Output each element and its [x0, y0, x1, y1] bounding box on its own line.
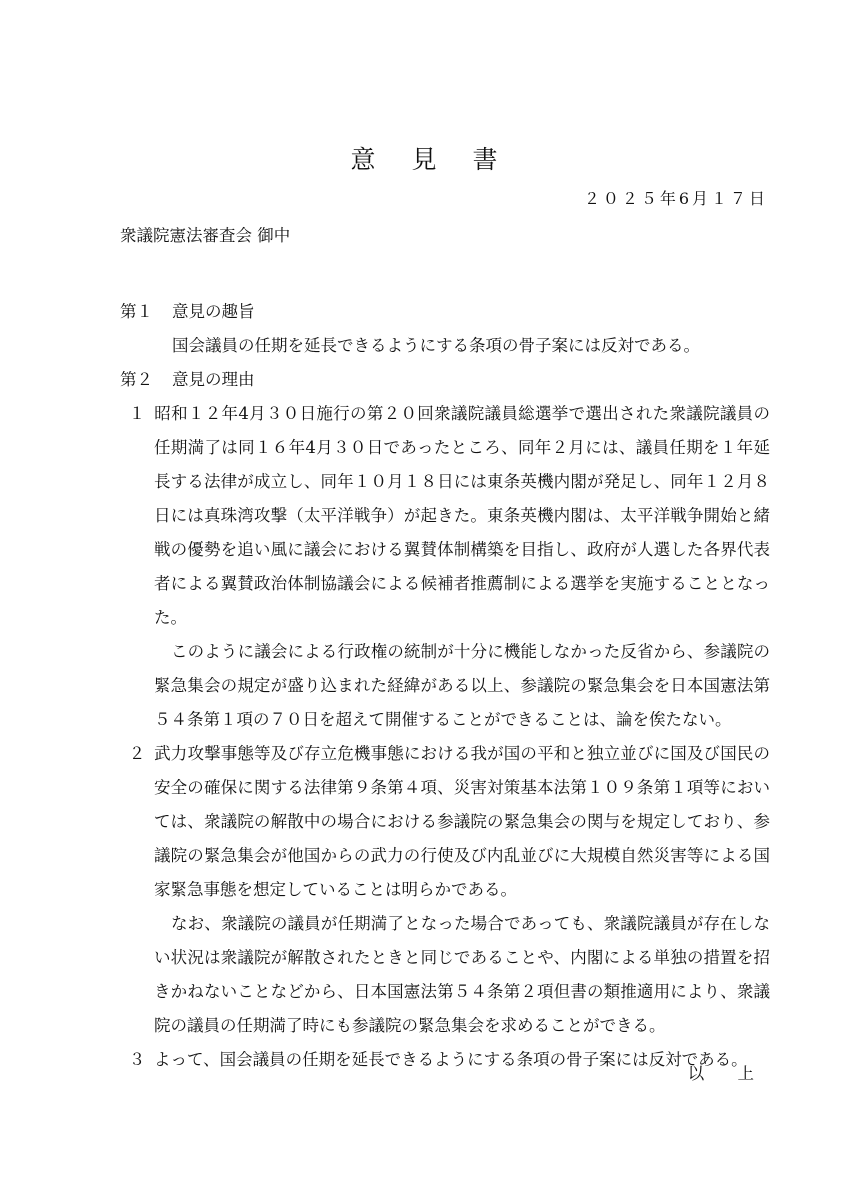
reason-item-1-text: 昭和１２年4月３０日施行の第２０回衆議院議員総選挙で選出された衆議院議員の任期満了は同１６年4月３０日であったところ、同年２月には、議員任期を１年延長する法律が成立し、同年１０月１８日には東条英機内閣が発足し、同年１２月８日には真珠湾攻撃（太平洋戦争）が起きた。東条英機内閣は、太平洋戦争開始と緒戦の優勢を追い風に議会における翼賛体制構築を目指し、政府が人選した各界代表者による翼賛政治体制協議会による候補者推薦制による選挙を実施することとなった。	[154, 404, 770, 627]
section-2-number: 第２	[120, 370, 153, 389]
section-1-text: 国会議員の任期を延長できるようにする条項の骨子案には反対である。	[172, 336, 700, 355]
section-1-heading	[120, 295, 770, 329]
section-1-title: 意見の趣旨	[172, 302, 255, 321]
reason-item-3	[120, 1043, 770, 1077]
section-1-number: 第１	[120, 302, 153, 321]
reason-item-1-number: １	[128, 404, 146, 423]
reason-item-2-paragraph: なお、衆議院の議員が任期満了となった場合であっても、衆議院議員が存在しない状況は衆議院が解散されたときと同じであることや、内閣による単独の措置を招きかねないことなどから、日本国憲法第５４条第２項但書の類推適用により、衆議院の議員の任期満了時にも参議院の緊急集会を求めることができる。	[154, 914, 770, 1035]
reason-item-2	[120, 737, 770, 907]
reason-item-3-text: よって、国会議員の任期を延長できるようにする条項の骨子案には反対である。	[154, 1050, 748, 1069]
document-title: 意 見 書	[350, 145, 512, 174]
document-date: ２０２５年6月１７日	[583, 189, 768, 208]
reason-item-2-text: 武力攻撃事態等及び存立危機事態における我が国の平和と独立並びに国及び国民の安全の確保に関する法律第９条第４項、災害対策基本法第１０９条第１項等においては、衆議院の解散中の場合における参議院の緊急集会の関与を規定しており、参議院の緊急集会が他国からの武力の行使及び内乱並びに大規模自然災害等による国家緊急事態を想定していることは明らかである。	[154, 744, 770, 899]
document-body	[120, 295, 770, 1077]
section-2-heading	[120, 363, 770, 397]
reason-item-3-number: ３	[128, 1050, 146, 1069]
closing-mark: 以 上	[687, 1064, 768, 1083]
reason-item-1	[120, 397, 770, 635]
reason-item-2-number: ２	[128, 744, 146, 763]
section-2-title: 意見の理由	[172, 370, 255, 389]
addressee: 衆議院憲法審査会 御中	[120, 226, 291, 245]
reason-item-1-paragraph: このように議会による行政権の統制が十分に機能しなかった反省から、参議院の緊急集会の規定が盛り込まれた経緯がある以上、参議院の緊急集会を日本国憲法第５４条第１項の７０日を超えて開催することができることは、論を俟たない。	[154, 642, 770, 729]
